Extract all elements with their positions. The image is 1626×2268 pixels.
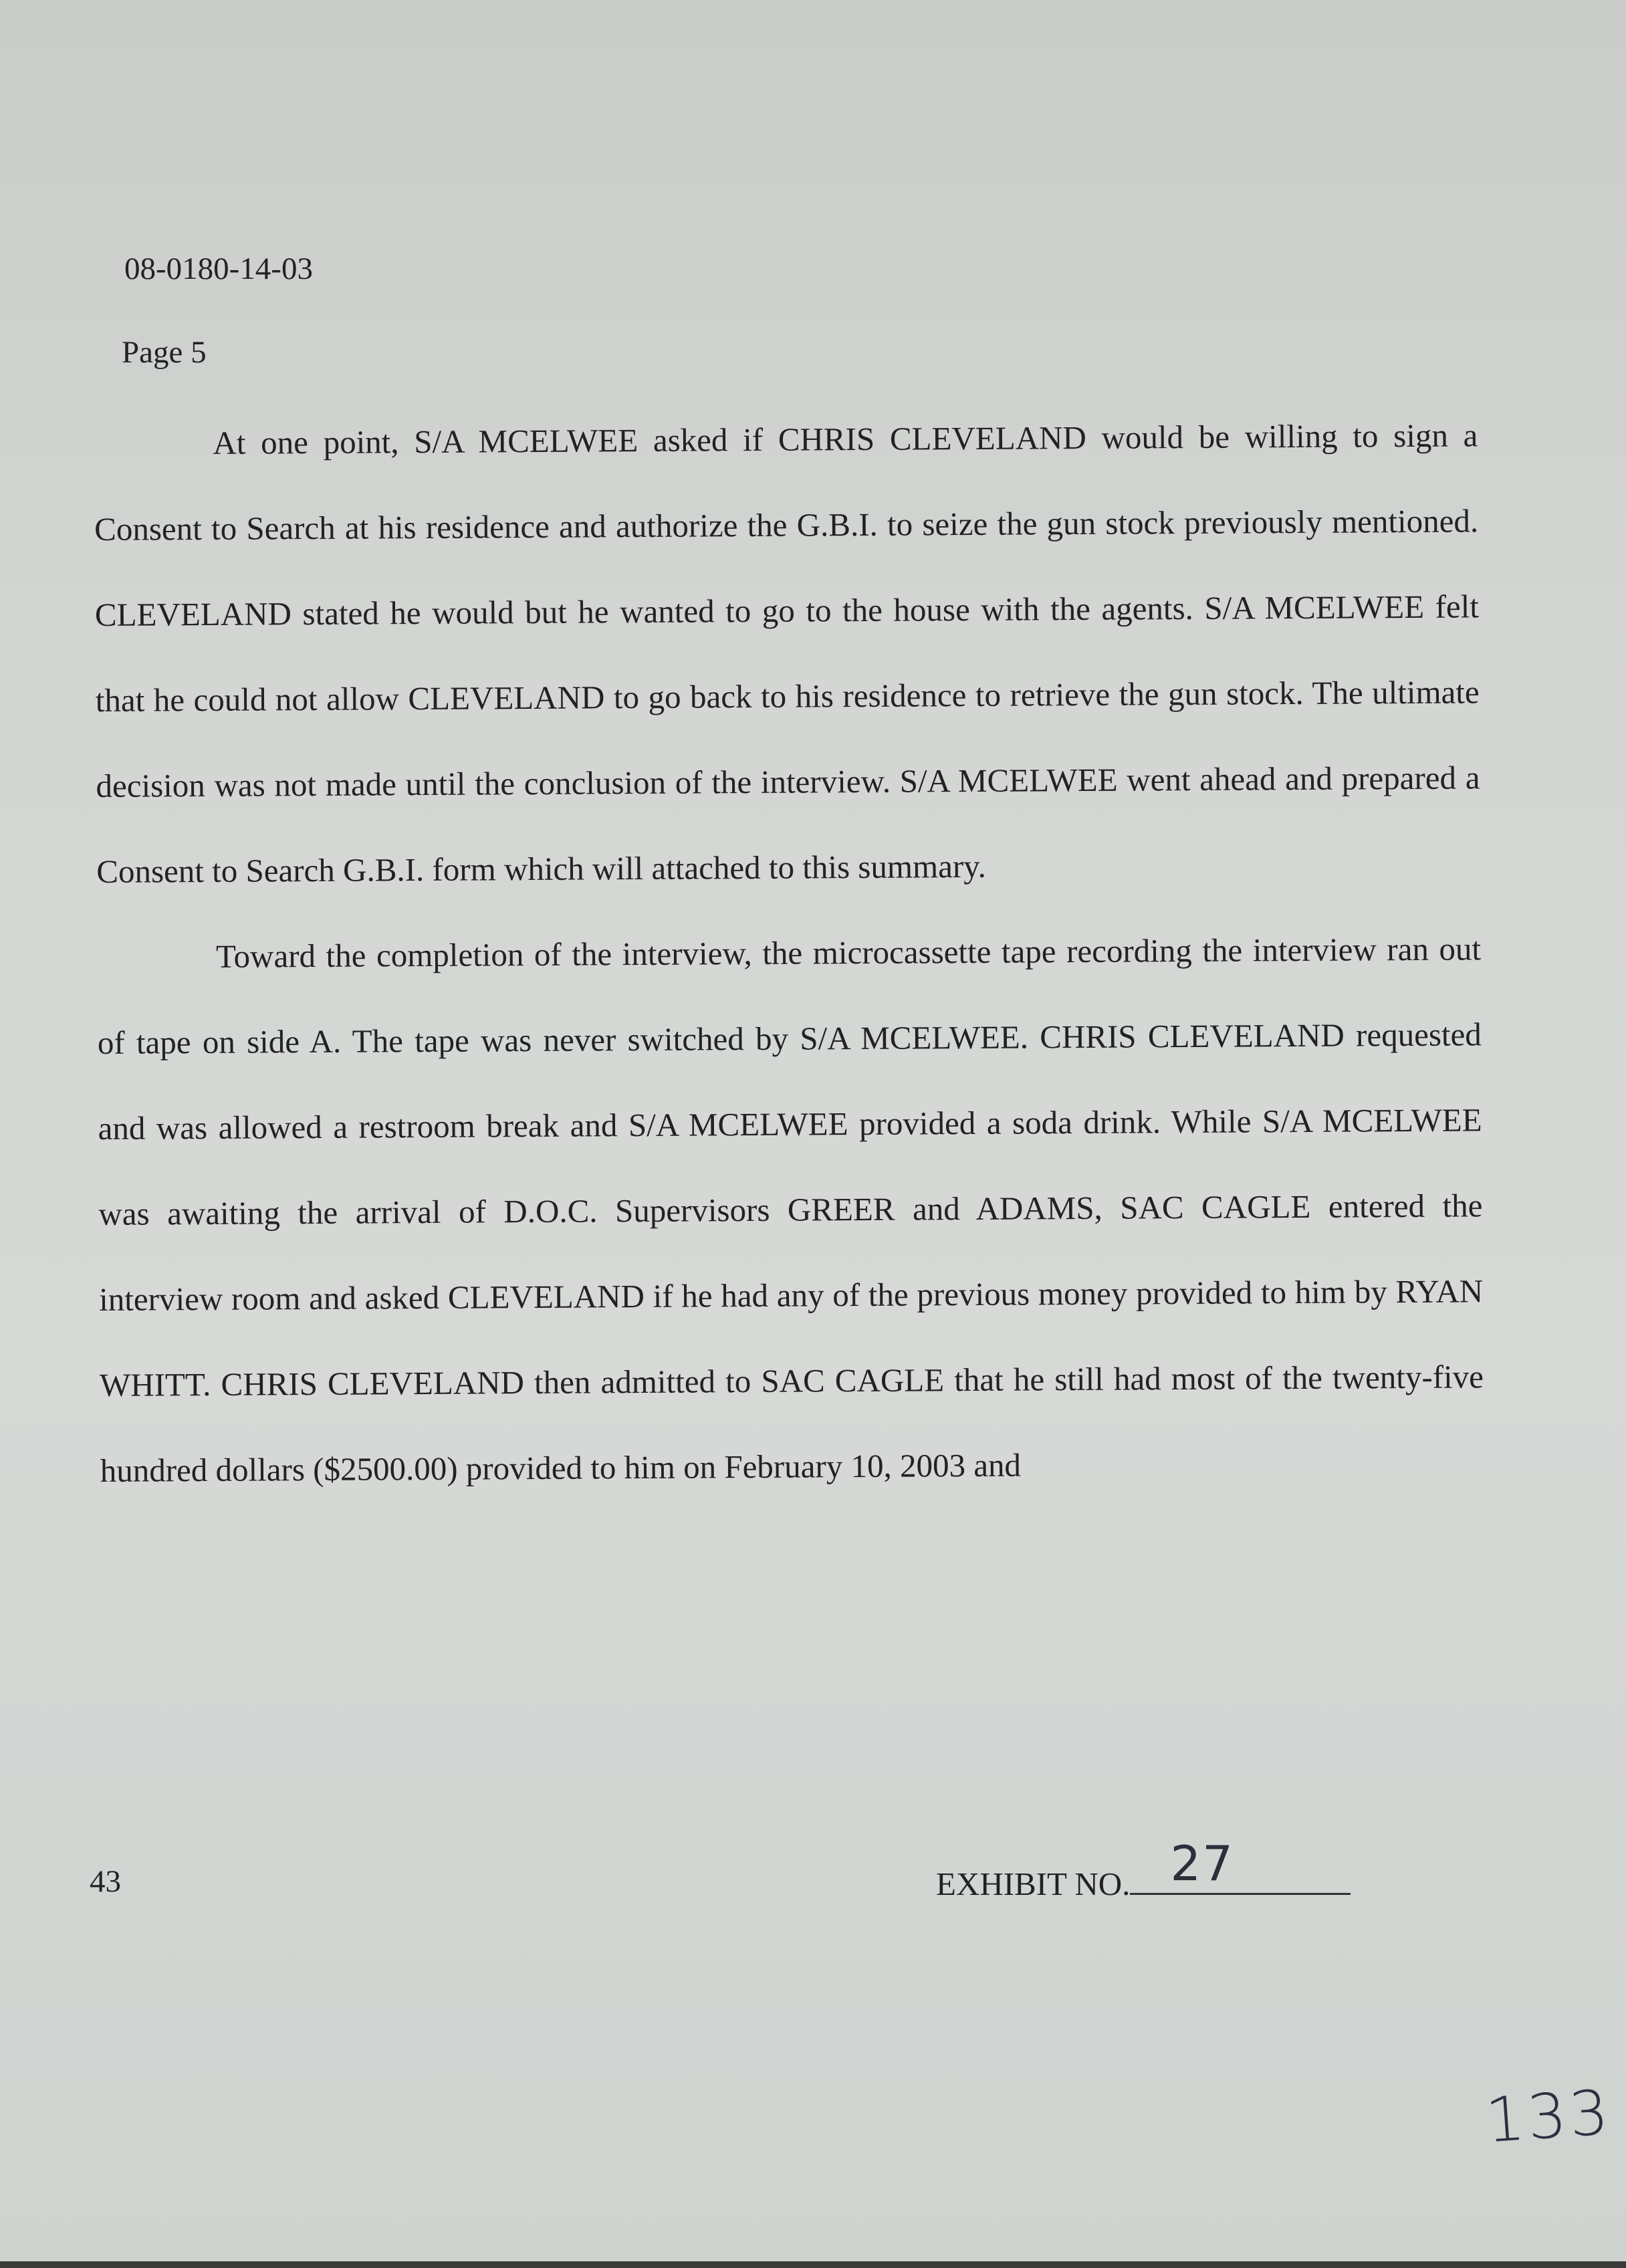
paragraph-interview-completion: Toward the completion of the interview, the microcassette tape recording the interview ran out of tape on side A. The tape was never switched by S/A MCELWEE. CHRIS CLEVELAND requested and was allowed a restroom break and S/A MCELWEE provided a soda drink. While S/A MCELWEE was awaiting the arrival of D.O.C. Supervisors GREER and ADAMS, SAC CAGLE entered the interview room and asked CLEVELAND if he had any of the previous money provided to him by RYAN WHITT. CHRIS CLEVELAND then admitted to SAC CAGLE that he still had most of the twenty-five hundred dollars ($2500.00) provided to him on February 10, 2003 and <box>97 930 1484 1489</box>
footer-page-number: 43 <box>90 1864 121 1899</box>
exhibit-stamp <box>936 1835 1351 1904</box>
page-label: Page 5 <box>122 335 207 370</box>
exhibit-number-line <box>1130 1835 1351 1895</box>
exhibit-label: EXHIBIT NO. <box>936 1865 1131 1902</box>
body-text <box>94 392 1484 1514</box>
paragraph-consent-to-search: At one point, S/A MCELWEE asked if CHRIS CLEVELAND would be willing to sign a Consent to Search at his residence and authorize the G.B.I. to seize the gun stock previously mentioned. CLEVELAND stated he would but he wanted to go to the house with the agents. S/A MCELWEE felt that he could not allow CLEVELAND to go back to his residence to retrieve the gun stock. The ultimate decision was not made until the conclusion of the interview. S/A MCELWEE went ahead and prepared a Consent to Search G.B.I. form which will attached to this summary. <box>94 417 1480 890</box>
exhibit-number: 27 <box>1170 1835 1234 1892</box>
case-number: 08-0180-14-03 <box>124 251 313 286</box>
handwritten-page-number: 133 <box>1483 2076 1614 2157</box>
